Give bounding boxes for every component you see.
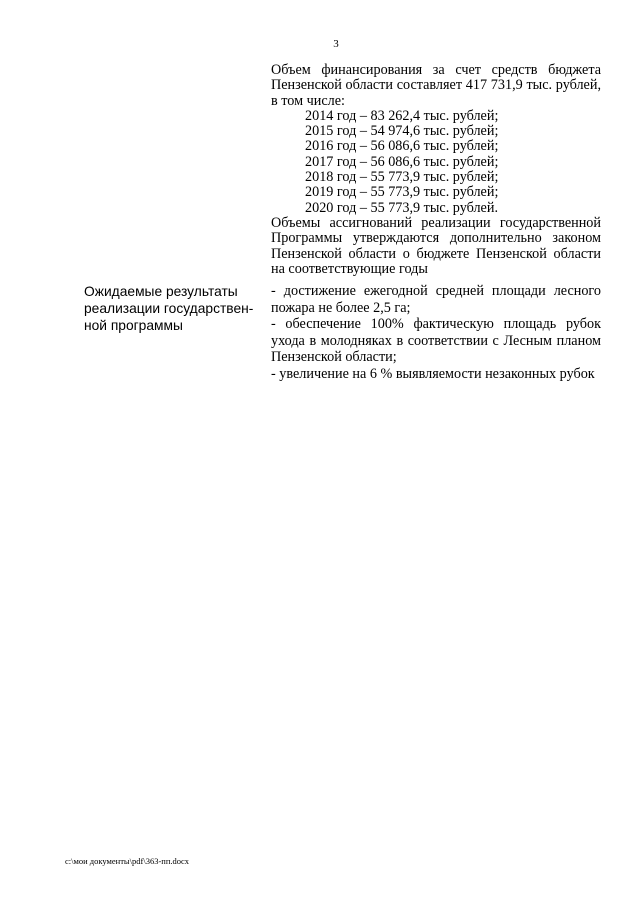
expected-results-label-line: реализации государствен- [84, 301, 254, 316]
funding-year-item: 2014 год – 83 262,4 тыс. рублей; [305, 107, 499, 124]
funding-approval-note: Объемы ассигнований реализации государственной Программы утверждаются дополнительно законом Пензенской области о бюджете Пензенской области на соответствующие годы [271, 214, 601, 277]
expected-result-item: - увеличение на 6 % выявляемости незаконных рубок [271, 365, 595, 382]
expected-result-item: - достижение ежегодной средней площади лесного пожара не более 2,5 га; [271, 283, 601, 316]
funding-year-item: 2017 год – 56 086,6 тыс. рублей; [305, 153, 499, 170]
funding-section [271, 63, 601, 277]
funding-year-list [271, 109, 601, 216]
expected-results-label-line: ной программы [84, 318, 183, 333]
expected-result-item: - обеспечение 100% фактическую площадь рубок ухода в молодняках в соответствии с Лесным планом Пензенской области; [271, 316, 601, 366]
funding-year-item: 2019 год – 55 773,9 тыс. рублей; [305, 184, 499, 201]
page-number: 3 [333, 38, 339, 50]
funding-year-item: 2020 год – 55 773,9 тыс. рублей. [305, 199, 498, 216]
funding-intro: Объем финансирования за счет средств бюджета Пензенской области составляет 417 731,9 тыс. рублей, в том числе: [271, 62, 601, 109]
expected-results-list [271, 283, 601, 383]
expected-results-label [84, 283, 259, 334]
funding-year-item: 2018 год – 55 773,9 тыс. рублей; [305, 169, 499, 186]
footer-file-path: c:\мои документы\pdf\363-пп.docx [65, 856, 190, 866]
expected-results-label-line: Ожидаемые результаты [84, 284, 238, 299]
funding-year-item: 2015 год – 54 974,6 тыс. рублей; [305, 123, 499, 140]
funding-year-item: 2016 год – 56 086,6 тыс. рублей; [305, 138, 499, 155]
